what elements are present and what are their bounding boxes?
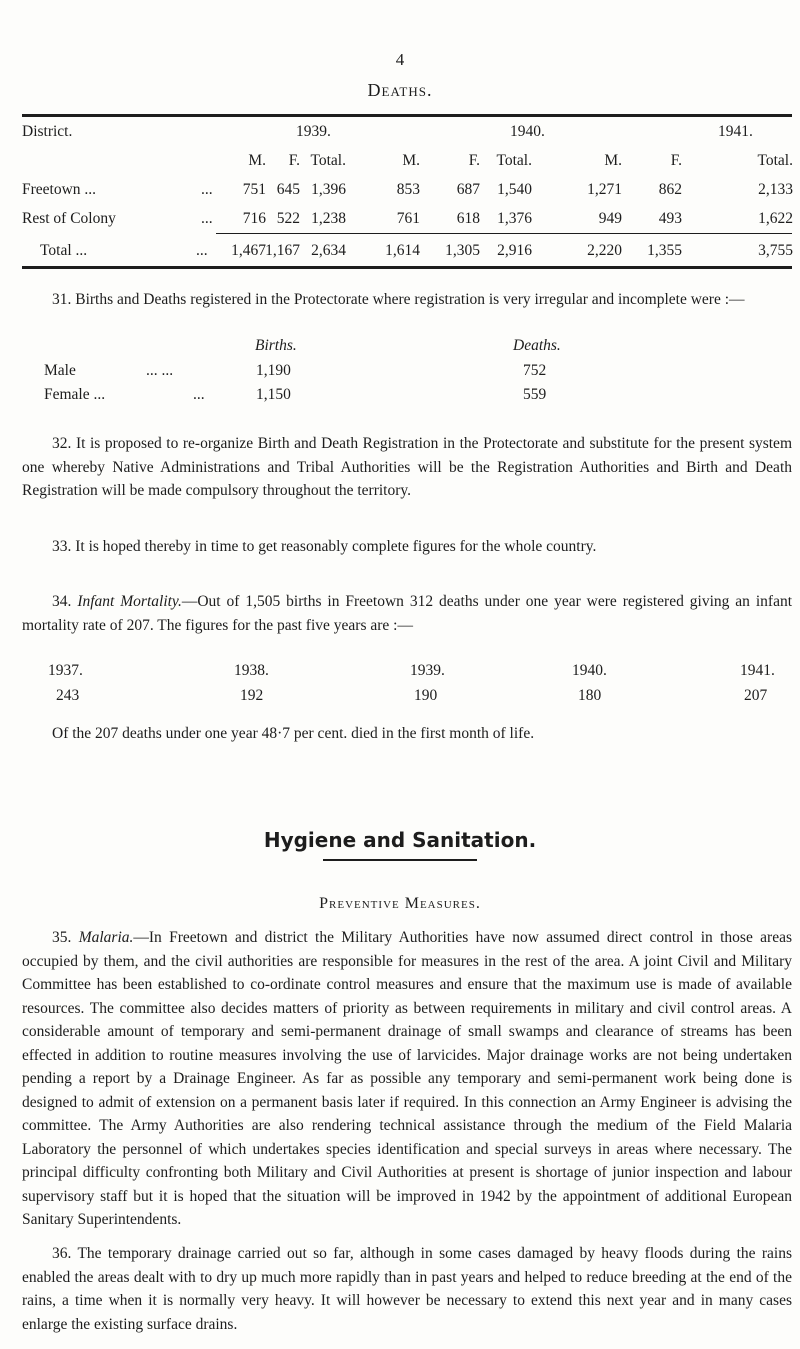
- table-cell: 1,167: [265, 242, 300, 259]
- table-cell: 1,622: [758, 210, 793, 227]
- paragraph-34-number: 34.: [52, 593, 72, 610]
- female-deaths: 559: [523, 386, 547, 403]
- table-cell: 1,376: [497, 210, 532, 227]
- table-cell: 1,396: [311, 181, 346, 198]
- table-cell: 1,271: [587, 181, 622, 198]
- female-births: 1,150: [256, 386, 291, 403]
- table-top-rule: [22, 114, 792, 117]
- infant-year: 1940.: [572, 662, 607, 679]
- deaths-header: Deaths.: [513, 337, 561, 354]
- paragraph-35-title: Malaria.: [78, 929, 134, 946]
- table-cell: 493: [658, 210, 682, 227]
- table-cell: 1,238: [311, 210, 346, 227]
- infant-year: 1941.: [740, 662, 775, 679]
- subheader-m-1940: M.: [402, 152, 420, 169]
- paragraph-34-text: —Out of 1,505 births in Freetown 312 deaths under one year were registered giving an infant mortality rate of 207. The figures for the past five years are :—: [22, 593, 793, 634]
- paragraph-35-number: 35.: [52, 929, 72, 946]
- infant-year: 1938.: [234, 662, 269, 679]
- subheader-f-1939: F.: [288, 152, 300, 169]
- infant-note-text: Of the 207 deaths under one year 48·7 per cent. died in the first month of life.: [52, 725, 535, 742]
- table-cell: 1,467: [231, 242, 266, 259]
- subheader-f-1941: F.: [670, 152, 682, 169]
- infant-year: 1937.: [48, 662, 83, 679]
- paragraph-31: [22, 288, 792, 312]
- hygiene-underline: [323, 859, 477, 861]
- table-cell: 3,755: [758, 242, 793, 259]
- table-cell: 522: [276, 210, 300, 227]
- row-dots: ...: [201, 181, 213, 198]
- table-cell: 618: [456, 210, 480, 227]
- paragraph-32: [22, 432, 792, 503]
- table-cell: 761: [396, 210, 420, 227]
- table-cell: 687: [456, 181, 480, 198]
- paragraph-32-text: 32. It is proposed to re-organize Birth and Death Registration in the Protectorate and substitute for the present system one whereby Native Administrations and Tribal Authorities will be the Registration Authorities and Birth and Death Registration will be made compulsory throughout the territory.: [22, 435, 792, 499]
- subheader-total-1939: Total.: [310, 152, 346, 169]
- paragraph-31-text: 31. Births and Deaths registered in the Protectorate where registration is very irregular and incomplete were :—: [52, 291, 745, 308]
- paragraph-35: [22, 926, 792, 1232]
- year-header-1941: 1941.: [718, 123, 753, 140]
- table-cell: 2,133: [758, 181, 793, 198]
- infant-note: [22, 722, 792, 746]
- district-header: District.: [22, 123, 73, 140]
- row-label-total: Total ...: [40, 242, 88, 259]
- year-header-1939: 1939.: [296, 123, 331, 140]
- subheader-m-1939: M.: [248, 152, 266, 169]
- paragraph-36: [22, 1242, 792, 1336]
- table-cell: 2,220: [587, 242, 622, 259]
- row-dots: ...: [196, 242, 208, 259]
- total-rule: [216, 233, 792, 234]
- table-cell: 949: [598, 210, 622, 227]
- row-label-female: Female ...: [44, 386, 106, 403]
- subheader-total-1941: Total.: [757, 152, 793, 169]
- subheader-f-1940: F.: [468, 152, 480, 169]
- table-cell: 751: [242, 181, 266, 198]
- row-dots: ...: [193, 386, 205, 403]
- paragraph-34: [22, 590, 792, 637]
- row-dots: ... ...: [146, 362, 174, 379]
- infant-value: 180: [578, 687, 602, 704]
- births-header: Births.: [255, 337, 297, 354]
- preventive-measures-heading: Preventive Measures.: [319, 895, 481, 912]
- table-cell: 862: [658, 181, 682, 198]
- table-cell: 716: [242, 210, 266, 227]
- table-cell: 853: [396, 181, 420, 198]
- table-cell: 1,355: [647, 242, 682, 259]
- infant-value: 207: [744, 687, 768, 704]
- infant-value: 192: [240, 687, 264, 704]
- table-cell: 2,916: [497, 242, 532, 259]
- infant-year: 1939.: [410, 662, 445, 679]
- paragraph-36-text: 36. The temporary drainage carried out so far, although in some cases damaged by heavy floods during the rains enabled the areas dealt with to dry up much more rapidly than in past years and helped to reduce breeding at the end of the rains, a time when it is normally very heavy. It will however be necessary to extend this next year and in many cases enlarge the existing surface drains.: [22, 1245, 792, 1333]
- table-cell: 2,634: [311, 242, 346, 259]
- infant-value: 190: [414, 687, 438, 704]
- male-births: 1,190: [256, 362, 291, 379]
- table-bottom-rule: [22, 266, 792, 269]
- table-cell: 645: [276, 181, 300, 198]
- row-label-rest-of-colony: Rest of Colony: [22, 210, 116, 227]
- row-label-freetown: Freetown ...: [22, 181, 97, 198]
- table-cell: 1,614: [385, 242, 420, 259]
- hygiene-heading: Hygiene and Sanitation.: [263, 828, 537, 852]
- row-label-male: Male: [44, 362, 76, 379]
- paragraph-33: [22, 535, 792, 559]
- deaths-heading: Deaths.: [367, 80, 433, 100]
- paragraph-35-text: —In Freetown and district the Military Authorities have now assumed direct control in those areas occupied by them, and the civil authorities are responsible for measures in the rest of the area. A joint Civil and Military Committee has been established to co-ordinate control measures and ensure that the maximum use is made of available resources. The committee also decides matters of priority as between requirements in military and civil control areas. A considerable amount of temporary and semi-permanent drainage of small swamps and clearance of streams has been effected in addition to routine measures involving the use of larvicides. Major drainage works are not being undertaken pending a report by a Drainage Engineer. As far as possible any temporary and semi-permanent work being done is designed to admit of extension on a permanent basis later if required. In this connection an Army Engineer is advising the committee. The Army Authorities are also rendering technical assistance through the medium of the Field Malaria Laboratory the personnel of which undertakes species identification and special surveys in areas where necessary. The principal difficulty confronting both Military and Civil Authorities at present is shortage of junior inspection and labour supervisory staff but it is hoped that the situation will be improved in 1942 by the appointment of additional European Sanitary Superintendents.: [22, 929, 792, 1228]
- year-header-1940: 1940.: [510, 123, 545, 140]
- paragraph-33-text: 33. It is hoped thereby in time to get reasonably complete figures for the whole country.: [52, 538, 597, 555]
- subheader-total-1940: Total.: [496, 152, 532, 169]
- paragraph-34-title: Infant Mortality.: [77, 593, 182, 610]
- male-deaths: 752: [523, 362, 547, 379]
- row-dots: ...: [201, 210, 213, 227]
- table-cell: 1,305: [445, 242, 480, 259]
- page-number: 4: [395, 50, 405, 69]
- subheader-m-1941: M.: [604, 152, 622, 169]
- table-cell: 1,540: [497, 181, 532, 198]
- infant-value: 243: [56, 687, 80, 704]
